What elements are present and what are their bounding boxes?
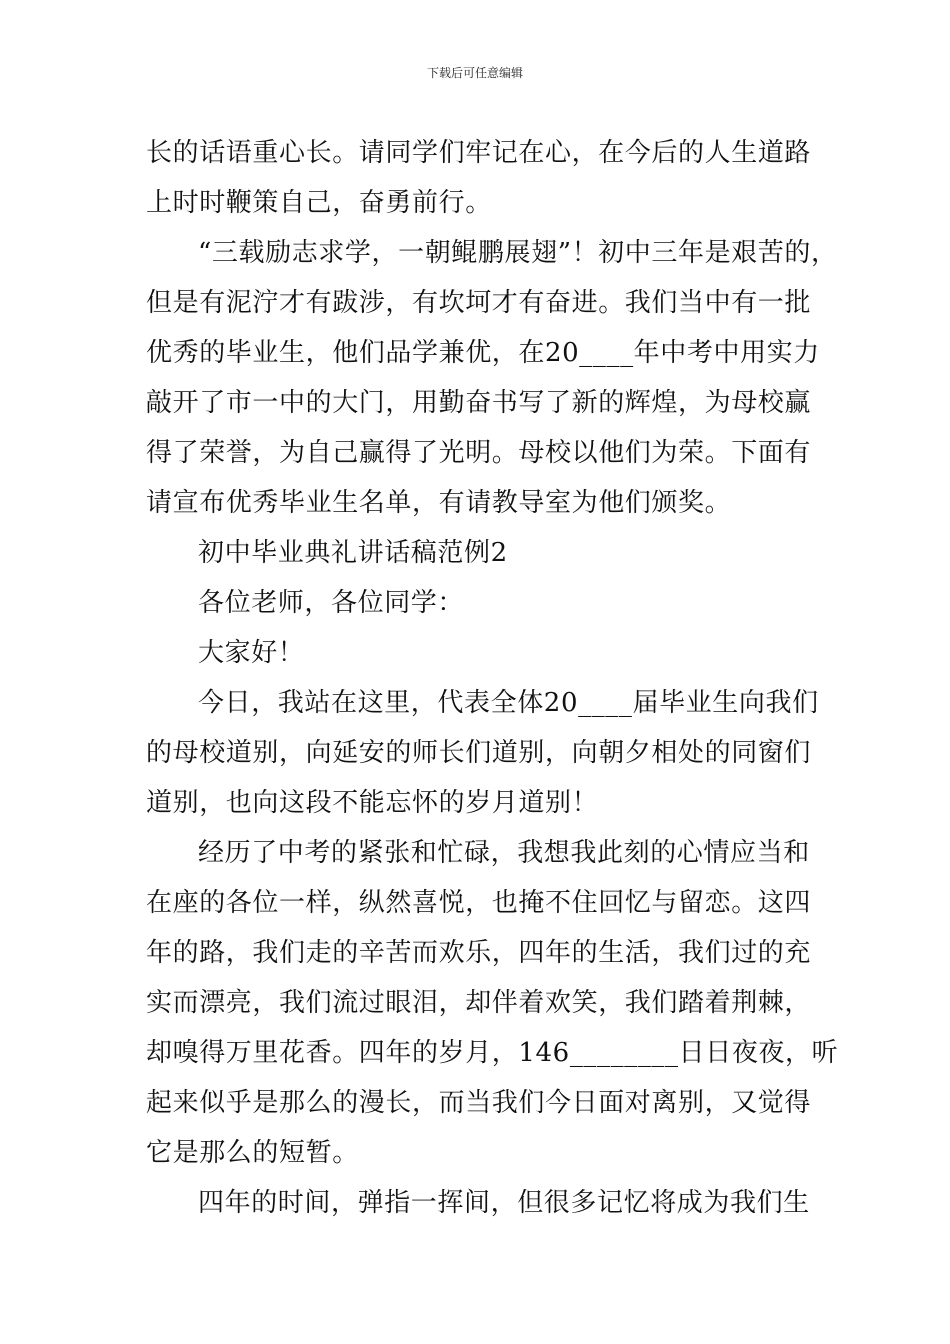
text-line: “三载励志求学，一朝鲲鹏展翅”！初中三年是艰苦的， [198, 238, 838, 268]
text-line: 实而漂亮，我们流过眼泪，却伴着欢笑，我们踏着荆棘， [146, 988, 812, 1018]
page-header: 下载后可任意编辑 [426, 66, 523, 80]
text-line: 经历了中考的紧张和忙碌，我想我此刻的心情应当和 [198, 838, 810, 868]
salutation: 各位老师，各位同学： [198, 588, 465, 618]
text-line: 年的路，我们走的辛苦而欢乐，四年的生活，我们过的充 [146, 938, 812, 968]
text-line: 今日，我站在这里，代表全体20____届毕业生向我们 [198, 688, 819, 718]
text-line: 它是那么的短暂。 [146, 1138, 359, 1168]
greeting: 大家好！ [198, 638, 305, 668]
document-body [146, 128, 839, 1228]
text-line: 长的话语重心长。请同学们牢记在心，在今后的人生道路 [146, 138, 812, 168]
text-line: 上时时鞭策自己，奋勇前行。 [146, 188, 492, 218]
text-line: 敲开了市一中的大门，用勤奋书写了新的辉煌，为母校赢 [146, 388, 812, 418]
text-line: 在座的各位一样，纵然喜悦，也掩不住回忆与留恋。这四 [146, 888, 812, 918]
text-line: 却嗅得万里花香。四年的岁月，146________日日夜夜，听 [146, 1038, 839, 1068]
text-line: 得了荣誉，为自己赢得了光明。母校以他们为荣。下面有 [146, 438, 812, 468]
section-title: 初中毕业典礼讲话稿范例2 [198, 538, 508, 568]
text-line: 四年的时间，弹指一挥间，但很多记忆将成为我们生 [198, 1188, 810, 1218]
text-line: 道别，也向这段不能忘怀的岁月道别！ [146, 788, 599, 818]
text-line: 但是有泥泞才有跋涉，有坎坷才有奋进。我们当中有一批 [146, 288, 812, 318]
text-line: 请宣布优秀毕业生名单，有请教导室为他们颁奖。 [146, 488, 732, 518]
text-line: 的母校道别，向延安的师长们道别，向朝夕相处的同窗们 [146, 738, 812, 768]
text-line: 优秀的毕业生，他们品学兼优，在20____年中考中用实力 [146, 338, 820, 368]
text-line: 起来似乎是那么的漫长，而当我们今日面对离别，又觉得 [146, 1088, 812, 1118]
